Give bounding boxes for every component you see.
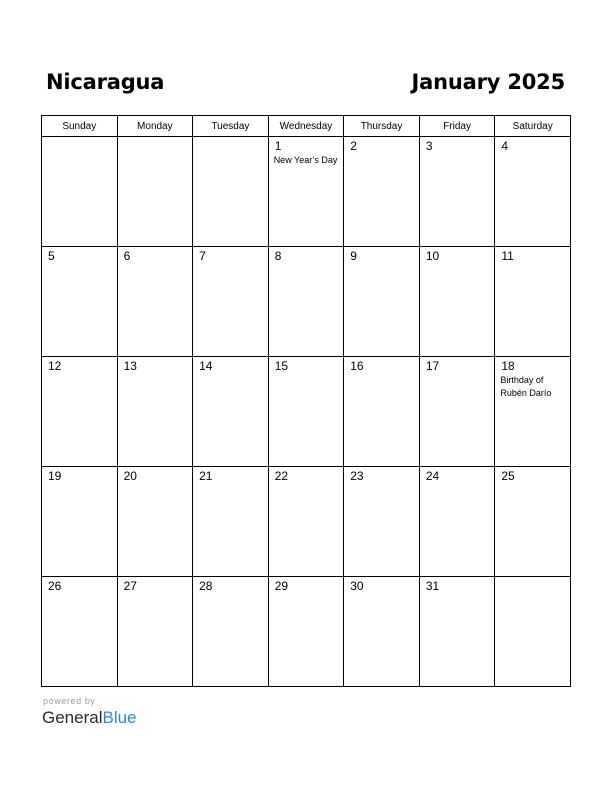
- holiday-label: [42, 593, 117, 594]
- powered-by-label: powered by: [43, 696, 96, 706]
- day-cell: [193, 467, 269, 577]
- day-cell: [495, 247, 571, 357]
- day-cell: [42, 467, 118, 577]
- holiday-label: [193, 593, 268, 594]
- day-cell: [193, 247, 269, 357]
- brand-text-blue: Blue: [102, 708, 137, 727]
- day-cell: [268, 137, 344, 247]
- week-row: [42, 577, 571, 687]
- day-cell: [42, 137, 118, 247]
- day-number: 18: [501, 359, 515, 373]
- holiday-label: [344, 153, 419, 154]
- day-number: 25: [501, 469, 515, 483]
- day-number: 31: [425, 579, 440, 593]
- day-number: 8: [274, 249, 282, 263]
- holiday-label: [269, 483, 344, 484]
- day-number: 24: [425, 469, 440, 483]
- holiday-label: [344, 373, 419, 374]
- holiday-label: [193, 373, 268, 374]
- day-cell: [42, 247, 118, 357]
- day-cell: [495, 357, 571, 467]
- day-cell: [419, 577, 495, 687]
- holiday-label: [420, 263, 495, 264]
- holiday-label: [42, 373, 117, 374]
- weekday-header: Sunday: [42, 116, 118, 137]
- day-number: 17: [425, 359, 440, 373]
- day-cell: [419, 137, 495, 247]
- day-cell: [419, 467, 495, 577]
- holiday-label: [495, 483, 570, 484]
- day-number: 13: [123, 359, 137, 373]
- holiday-label: [269, 263, 344, 264]
- day-cell: [117, 137, 193, 247]
- day-number: 27: [123, 579, 137, 593]
- holiday-label: [269, 593, 344, 594]
- holiday-label: [495, 263, 570, 264]
- day-cell: [344, 577, 420, 687]
- weekday-header: Thursday: [344, 116, 420, 137]
- day-number: 3: [425, 139, 433, 153]
- weekday-header-row: [42, 116, 571, 137]
- day-cell: [268, 467, 344, 577]
- day-cell: [117, 467, 193, 577]
- day-number: 28: [199, 579, 213, 593]
- holiday-label: [495, 580, 570, 581]
- day-number: 29: [274, 579, 289, 593]
- generalblue-logo[interactable]: [42, 708, 137, 728]
- holiday-label: [118, 373, 193, 374]
- weekday-header: Saturday: [495, 116, 571, 137]
- holiday-label: New Year’s Day: [273, 155, 338, 165]
- day-cell: [344, 247, 420, 357]
- holiday-label: [495, 153, 570, 154]
- holiday-label: [344, 483, 419, 484]
- day-cell: [268, 247, 344, 357]
- holiday-label: Birthday of Rubén Darío: [500, 375, 552, 398]
- week-row: [42, 357, 571, 467]
- day-cell: [495, 137, 571, 247]
- holiday-label: [420, 593, 495, 594]
- calendar-grid: [41, 115, 571, 687]
- week-row: [42, 467, 571, 577]
- holiday-label: [42, 140, 117, 141]
- day-number: 7: [199, 249, 206, 263]
- holiday-label: [42, 483, 117, 484]
- day-number: 23: [350, 469, 364, 483]
- holiday-label: [344, 263, 419, 264]
- day-number: 16: [350, 359, 364, 373]
- brand-text-general: General: [42, 708, 103, 727]
- holiday-label: [118, 483, 193, 484]
- day-cell: [42, 577, 118, 687]
- day-cell: [193, 357, 269, 467]
- day-number: 14: [199, 359, 213, 373]
- day-number: 26: [48, 579, 62, 593]
- weekday-header: Friday: [419, 116, 495, 137]
- day-number: 5: [48, 249, 55, 263]
- day-cell: [495, 467, 571, 577]
- holiday-label: [118, 593, 193, 594]
- weekday-header: Tuesday: [193, 116, 269, 137]
- day-number: 20: [123, 469, 137, 483]
- holiday-label: [193, 483, 268, 484]
- holiday-label: [193, 140, 268, 141]
- holiday-label: [118, 263, 193, 264]
- day-cell: [344, 137, 420, 247]
- day-number: 1: [274, 139, 282, 153]
- weekday-header: Wednesday: [268, 116, 344, 137]
- day-cell: [42, 357, 118, 467]
- day-number: 4: [501, 139, 509, 153]
- holiday-label: [420, 373, 495, 374]
- day-number: 19: [48, 469, 62, 483]
- holiday-label: [420, 483, 495, 484]
- day-number: 12: [48, 359, 62, 373]
- holiday-label: [344, 593, 419, 594]
- day-number: 15: [274, 359, 289, 373]
- holiday-label: [420, 153, 495, 154]
- day-cell: [268, 577, 344, 687]
- day-number: 10: [425, 249, 440, 263]
- week-row: [42, 137, 571, 247]
- day-cell: [419, 357, 495, 467]
- country-title: Nicaragua: [46, 70, 165, 94]
- day-number: 2: [350, 139, 357, 153]
- holiday-label: [269, 373, 344, 374]
- day-cell: [495, 577, 571, 687]
- day-cell: [117, 357, 193, 467]
- holiday-label: [193, 263, 268, 264]
- brand-footer: [42, 696, 137, 728]
- day-cell: [117, 247, 193, 357]
- day-cell: [344, 467, 420, 577]
- month-year-title: January 2025: [411, 70, 565, 94]
- day-number: 6: [123, 249, 131, 263]
- holiday-label: [118, 140, 193, 141]
- day-number: 21: [199, 469, 213, 483]
- day-number: 22: [274, 469, 289, 483]
- day-number: 11: [501, 249, 514, 263]
- day-cell: [344, 357, 420, 467]
- day-cell: [193, 577, 269, 687]
- day-cell: [117, 577, 193, 687]
- weekday-header: Monday: [117, 116, 193, 137]
- day-cell: [268, 357, 344, 467]
- day-number: 9: [350, 249, 357, 263]
- holiday-label: [42, 263, 117, 264]
- week-row: [42, 247, 571, 357]
- day-cell: [193, 137, 269, 247]
- day-number: 30: [350, 579, 364, 593]
- day-cell: [419, 247, 495, 357]
